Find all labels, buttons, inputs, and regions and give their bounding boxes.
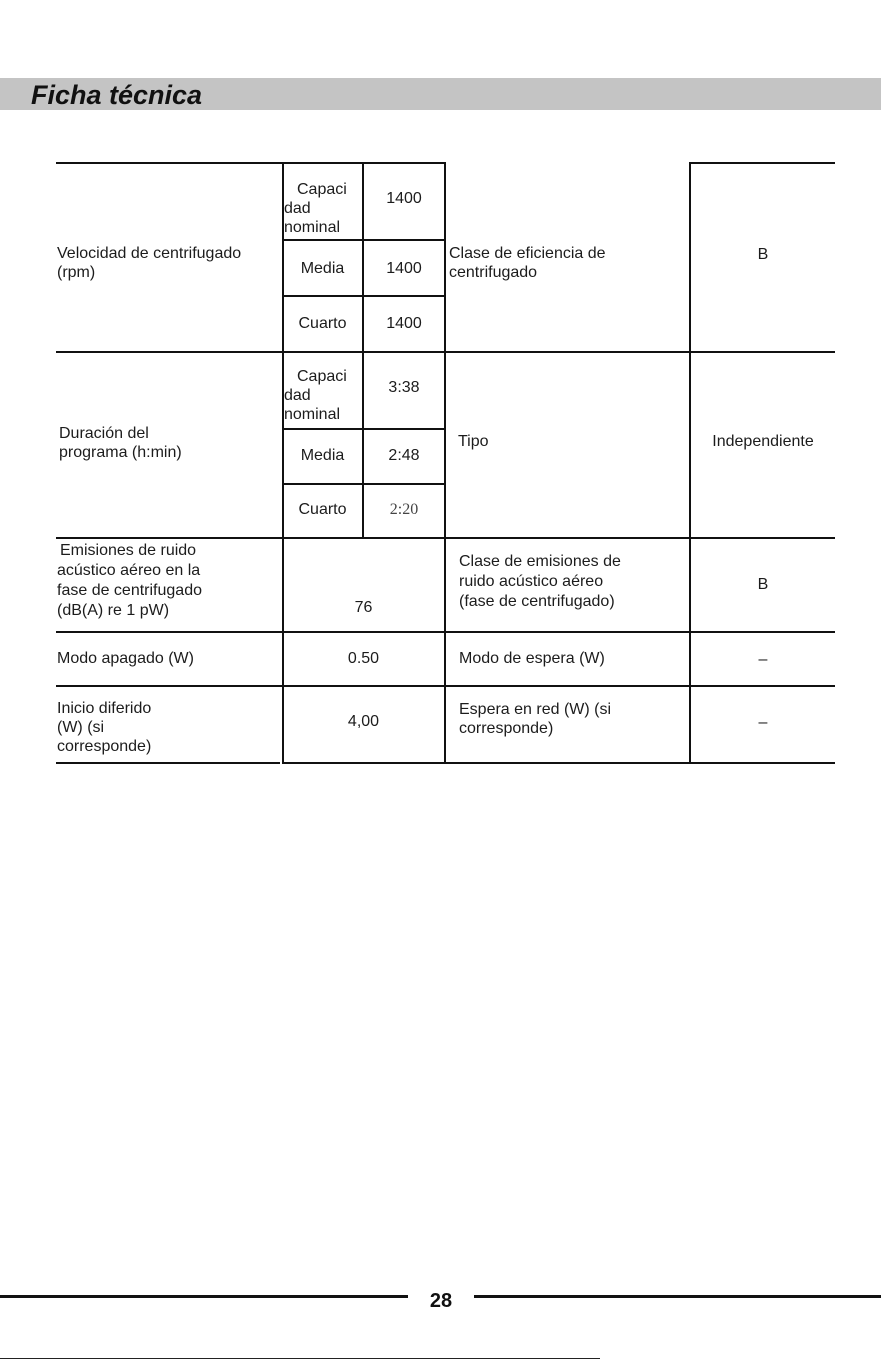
rule-row-4 [56, 631, 835, 633]
duration-quarter-label: Cuarto [298, 501, 347, 518]
rule-row-3 [56, 537, 835, 539]
footer-rule-left [0, 1295, 408, 1298]
spin-quarter-value: 1400 [386, 315, 422, 332]
spin-efficiency-class-value: B [757, 246, 769, 263]
rule-top-middle [282, 162, 445, 164]
rule-spin-sub-1 [282, 239, 445, 241]
duration-rated-capacity-label: Capaci dad nominal [284, 368, 347, 423]
type-value: Independiente [712, 433, 814, 450]
duration-half-value: 2:48 [388, 447, 420, 464]
spin-speed-label: Velocidad de centrifugado (rpm) [57, 245, 242, 281]
off-mode-value: 0.50 [347, 650, 380, 667]
spin-rated-capacity-label: Capaci dad nominal [284, 181, 347, 236]
spin-efficiency-class-label: Clase de eficiencia de centrifugado [449, 245, 606, 281]
rule-top-left [56, 162, 283, 164]
page-title: Ficha técnica [31, 80, 203, 110]
spin-half-value: 1400 [386, 260, 422, 277]
noise-class-value: B [757, 576, 769, 593]
duration-half-label: Media [300, 447, 345, 464]
duration-quarter-value: 2:20 [389, 501, 419, 518]
delay-start-value: 4,00 [347, 713, 380, 730]
footer-rule-right [474, 1295, 881, 1298]
standby-mode-value: – [758, 651, 768, 668]
rule-top-right [690, 162, 835, 164]
networked-standby-label: Espera en red (W) (si corresponde) [459, 701, 612, 737]
delay-start-label: Inicio diferido (W) (si corresponde) [57, 700, 152, 755]
networked-standby-value: – [758, 714, 768, 731]
off-mode-label: Modo apagado (W) [57, 650, 194, 667]
spin-quarter-label: Cuarto [298, 315, 347, 332]
page-number: 28 [429, 1290, 453, 1312]
rule-spin-sub-2 [282, 295, 445, 297]
duration-label: Duración del programa (h:min) [59, 425, 182, 461]
type-label: Tipo [458, 433, 489, 450]
noise-class-label: Clase de emisiones de ruido acústico aéreo (fase de centrifugado) [459, 553, 621, 610]
spin-half-label: Media [300, 260, 345, 277]
standby-mode-label: Modo de espera (W) [459, 650, 605, 667]
bottom-edge-rule [0, 1358, 600, 1359]
rule-row-2 [56, 351, 835, 353]
rule-duration-sub-1 [282, 428, 445, 430]
rule-duration-sub-2 [282, 483, 445, 485]
noise-emissions-value: 76 [354, 599, 373, 616]
rule-row-5 [56, 685, 835, 687]
rule-col-3 [444, 162, 446, 763]
spin-rated-capacity-value: 1400 [386, 190, 422, 207]
noise-emissions-label: Emisiones de ruido acústico aéreo en la fase de centrifugado (dB(A) re 1 pW) [57, 542, 202, 619]
rule-bottom-left [56, 762, 280, 764]
duration-rated-capacity-value: 3:38 [388, 379, 420, 396]
rule-bottom-right [282, 762, 835, 764]
